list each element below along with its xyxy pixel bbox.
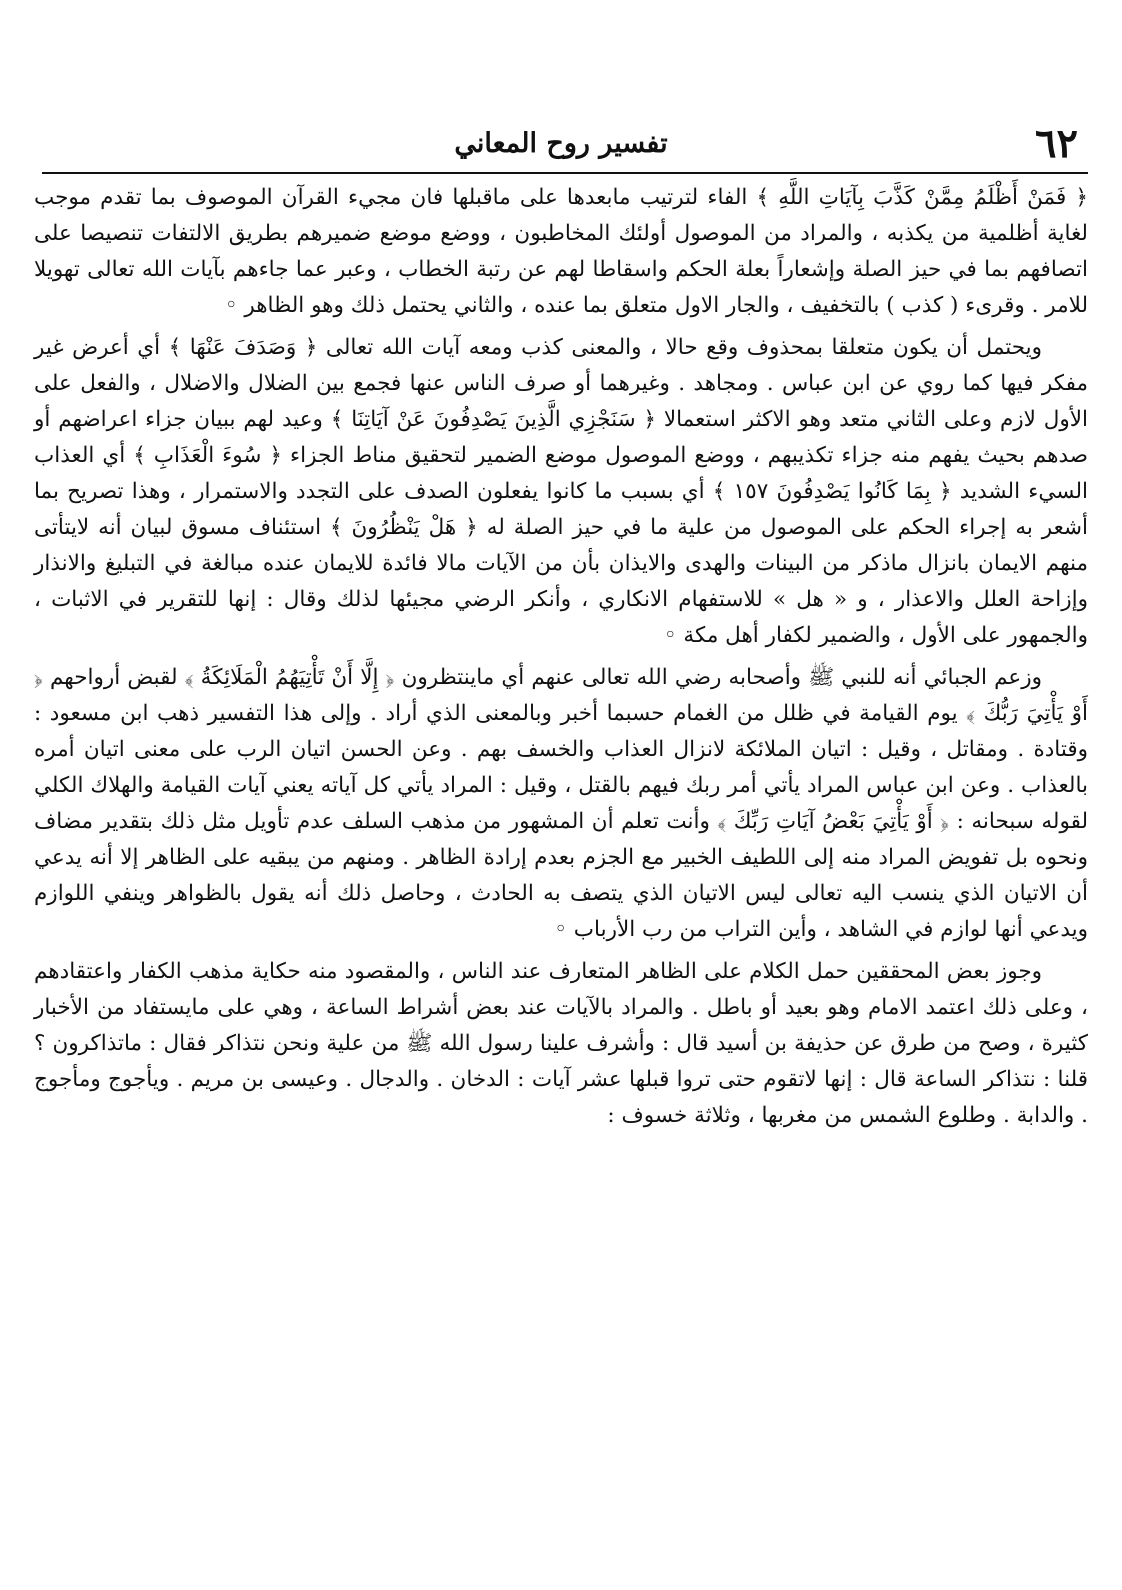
page-number: ٦٢ (1035, 120, 1078, 167)
paragraph-sadafa-anha: ويحتمل أن يكون متعلقا بمحذوف وقع حالا ، والمعنى كذب ومعه آيات الله تعالى ﴿ وَصَدَفَ عَنْهَا ﴾ أي أعرض غير مفكر فيها كما روي عن ابن عباس . ومجاهد . وغيرهما أو صرف الناس عنها فجمع بين الضلال والاضلال ، والفعل على الأول لازم وعلى الثاني متعد وهو الاكثر استعمالا ﴿ سَنَجْزِي الَّذِينَ يَصْدِفُونَ عَنْ آيَاتِنَا ﴾ وعيد لهم ببيان جزاء اعراضهم أو صدهم بحيث يفهم منه جزاء تكذيبهم ، ووضع الموصول موضع الضمير لتحقيق مناط الجزاء ﴿ سُوءَ الْعَذَابِ ﴾ أي العذاب السيء الشديد ﴿ بِمَا كَانُوا يَصْدِفُونَ ١٥٧ ﴾ أي بسبب ما كانوا يفعلون الصدف على التجدد والاستمرار ، وهذا تصريح بما أشعر به إجراء الحكم على الموصول من علية ما في حيز الصلة له ﴿ هَلْ يَنْظُرُونَ ﴾ استئناف مسوق لبيان أنه لايتأتى منهم الايمان بانزال ماذكر من البينات والهدى والايذان بأن من الآيات مالا فائدة للايمان عنده مبالغة في التبليغ والانذار وإزاحة العلل والاعذار ، و « هل » للاستفهام الانكاري ، وأنكر الرضي مجيئها لذلك وقال : إنها للتقرير في الاثبات ، والجمهور على الأول ، والضمير لكفار أهل مكة ◦ (34, 335, 1089, 648)
book-page (34, 0, 1088, 1590)
running-title: تفسير روح المعاني (454, 128, 668, 159)
paragraph-tafsir-verse-157: ﴿ فَمَنْ أَظْلَمُ مِمَّنْ كَذَّبَ بِآيَاتِ اللَّهِ ﴾ الفاء لترتيب مابعدها على ماقبلها فان مجيء القرآن الموصوف بما تقدم موجب لغاية أظلمية من يكذبه ، والمراد من الموصول أولئك المخاطبون ، ووضع موضع ضميرهم بطريق الالتفات تنصيصا على اتصافهم بما في حيز الصلة وإشعاراً بعلة الحكم واسقاطا لهم عن رتبة الخطاب ، وعبر عما جاءهم بآيات الله تعالى تهويلا للامر . وقرىء ( كذب ) بالتخفيف ، والجار الاول متعلق بما عنده ، والثاني يحتمل ذلك وهو الظاهر ◦ (34, 185, 1088, 318)
paragraph-signs-of-the-hour: وجوز بعض المحققين حمل الكلام على الظاهر المتعارف عند الناس ، والمقصود منه حكاية مذهب الكفار واعتقادهم ، وعلى ذلك اعتمد الامام وهو بعيد أو باطل . والمراد بالآيات عند بعض أشراط الساعة ، وهي على مايستفاد من الأخبار كثيرة ، وصح من طرق عن حذيفة بن أسيد قال : وأشرف علينا رسول الله ﷺ من علية ونحن نتذاكر فقال : ماتذاكرون ؟ قلنا : نتذاكر الساعة قال : إنها لاتقوم حتى تروا قبلها عشر آيات : الدخان . والدجال . وعيسى بن مريم . ويأجوج ومأجوج . والدابة . وطلوع الشمس من مغربها ، وثلاثة خسوف : (34, 959, 1088, 1128)
paragraph-jubbai-view: وزعم الجبائي أنه للنبي ﷺ وأصحابه رضي الله تعالى عنهم أي ماينتظرون ﴿ إِلَّا أَنْ تَأْتِيَهُمُ الْمَلَائِكَةُ ﴾ لقبض أرواحهم ﴿ أَوْ يَأْتِيَ رَبُّكَ ﴾ يوم القيامة في ظلل من الغمام حسبما أخبر وبالمعنى الذي أراد . وإلى هذا التفسير ذهب ابن مسعود : وقتادة . ومقاتل ، وقيل : اتيان الملائكة لانزال العذاب والخسف بهم . وعن الحسن اتيان الرب على معنى اتيان أمره بالعذاب . وعن ابن عباس المراد يأتي أمر ربك فيهم بالقتل ، وقيل : المراد يأتي كل آياته يعني آيات القيامة والهلاك الكلي لقوله سبحانه : ﴿ أَوْ يَأْتِيَ بَعْضُ آيَاتِ رَبِّكَ ﴾ وأنت تعلم أن المشهور من مذهب السلف عدم تأويل مثل ذلك بتقدير مضاف ونحوه بل تفويض المراد منه إلى اللطيف الخبير مع الجزم بعدم إرادة الظاهر . ومنهم من يبقيه على الظاهر إلا أنه يدعي أن الاتيان الذي ينسب اليه تعالى ليس الاتيان الذي يتصف به الحادث ، وحاصل ذلك أنه يقول بالظواهر وينفي اللوازم ويدعي أنها لوازم في الشاهد ، وأين التراب من رب الأرباب ◦ (34, 665, 1088, 942)
page-body (34, 180, 1088, 1134)
header-divider (42, 172, 1088, 174)
page-header (34, 118, 1088, 172)
